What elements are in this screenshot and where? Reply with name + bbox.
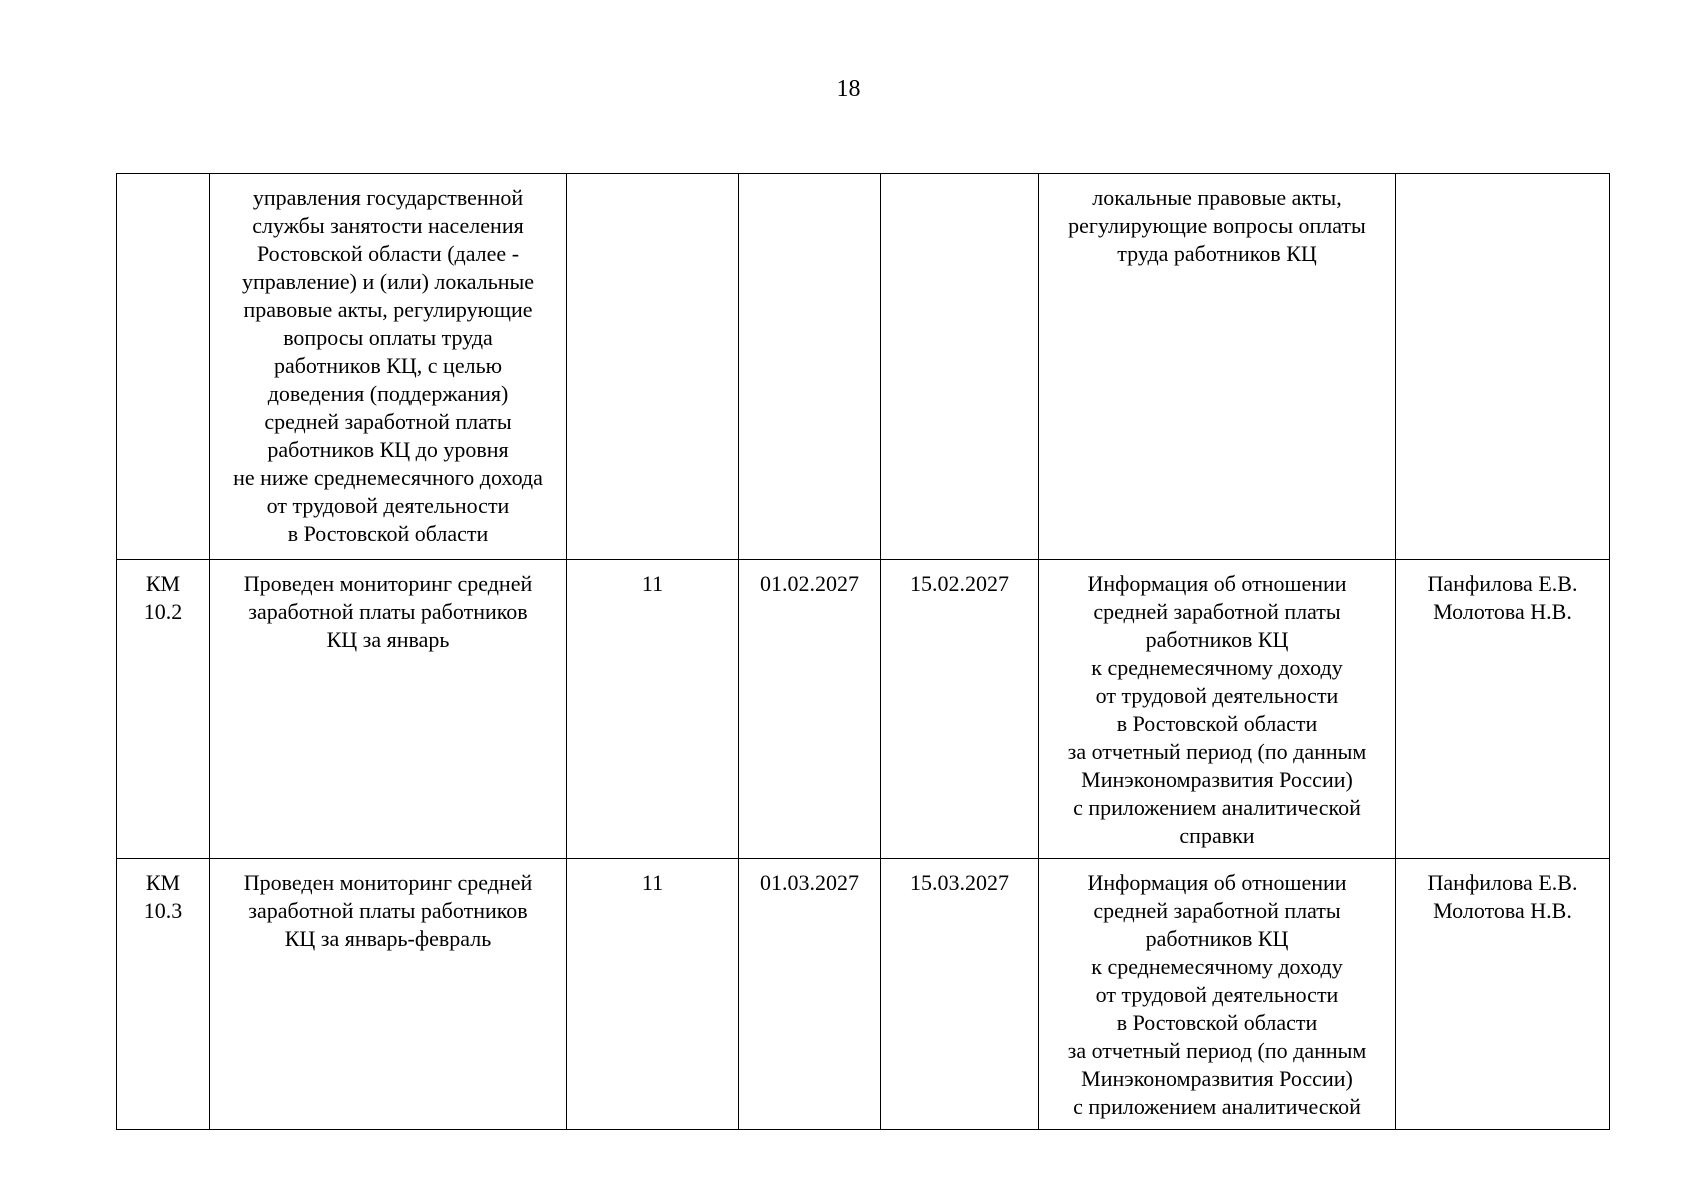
cell-code: 11 <box>567 560 739 859</box>
cell-result: Проведен мониторинг средней заработной платы работников КЦ за январь <box>210 560 567 859</box>
cell-responsible: Панфилова Е.В. Молотова Н.В. <box>1396 560 1610 859</box>
table-row <box>117 560 1610 859</box>
cell-code <box>567 174 739 560</box>
cell-end-date: 15.03.2027 <box>881 859 1039 1130</box>
cell-document: Информация об отношении средней заработной платы работников КЦ к среднемесячному доходу от трудовой деятельности в Ростовской области за отчетный период (по данным Минэкономразвития России) с приложением аналитической <box>1039 859 1396 1130</box>
cell-start-date: 01.03.2027 <box>739 859 881 1130</box>
cell-id <box>117 174 210 560</box>
cell-end-date <box>881 174 1039 560</box>
cell-id: КМ 10.3 <box>117 859 210 1130</box>
plan-table <box>116 173 1610 1130</box>
cell-result: Проведен мониторинг средней заработной платы работников КЦ за январь-февраль <box>210 859 567 1130</box>
table-row <box>117 859 1610 1130</box>
cell-responsible <box>1396 174 1610 560</box>
cell-responsible: Панфилова Е.В. Молотова Н.В. <box>1396 859 1610 1130</box>
cell-code: 11 <box>567 859 739 1130</box>
cell-end-date: 15.02.2027 <box>881 560 1039 859</box>
cell-id: КМ 10.2 <box>117 560 210 859</box>
page-number: 18 <box>836 76 861 102</box>
cell-start-date: 01.02.2027 <box>739 560 881 859</box>
cell-document: Информация об отношении средней заработной платы работников КЦ к среднемесячному доходу от трудовой деятельности в Ростовской области за отчетный период (по данным Минэкономразвития России) с приложением аналитической справки <box>1039 560 1396 859</box>
table-row <box>117 174 1610 560</box>
cell-start-date <box>739 174 881 560</box>
cell-document: локальные правовые акты, регулирующие вопросы оплаты труда работников КЦ <box>1039 174 1396 560</box>
cell-result: управления государственной службы занятости населения Ростовской области (далее - управление) и (или) локальные правовые акты, регулирующие вопросы оплаты труда работников КЦ, с целью доведения (поддержания) средней заработной платы работников КЦ до уровня не ниже среднемесячного дохода от трудовой деятельности в Ростовской области <box>210 174 567 560</box>
